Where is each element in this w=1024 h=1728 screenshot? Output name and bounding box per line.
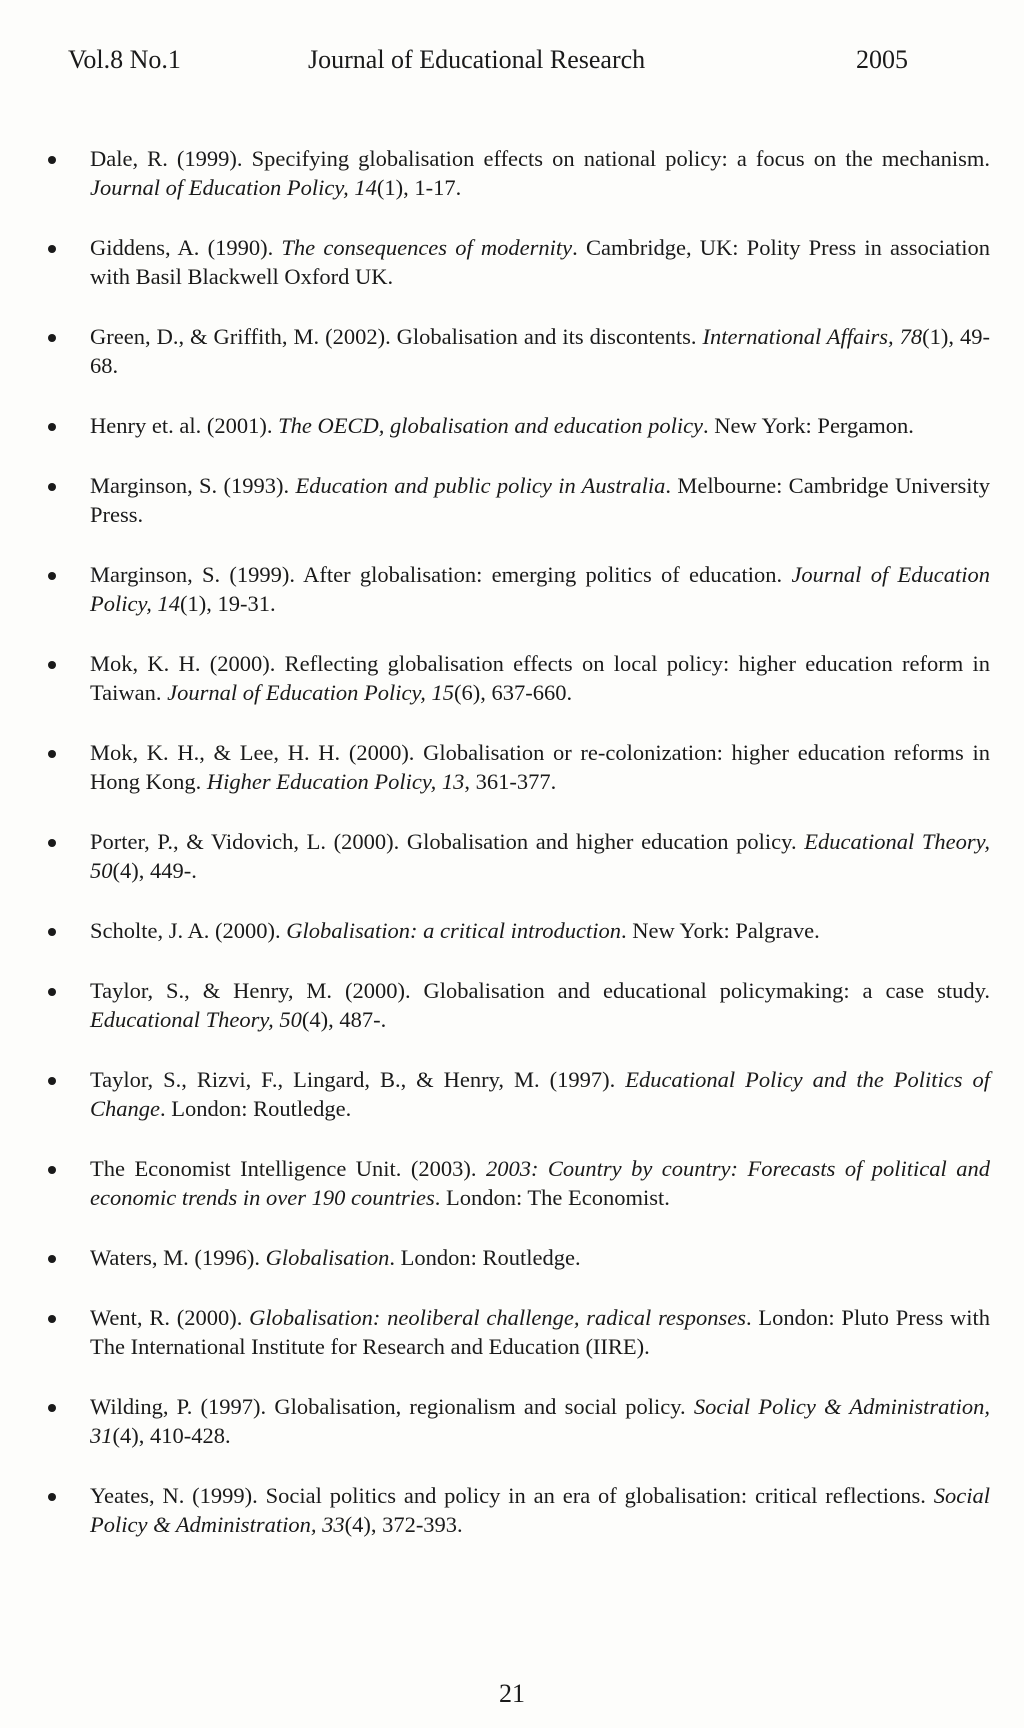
page-number: 21 — [499, 1679, 525, 1708]
bullet-icon — [48, 334, 56, 342]
reference-item: Henry et. al. (2001). The OECD, globalisation and education policy. New York: Pergamon. — [40, 411, 990, 440]
reference-item: Giddens, A. (1990). The consequences of modernity. Cambridge, UK: Polity Press in association with Basil Blackwell Oxford UK. — [40, 233, 990, 291]
reference-item: The Economist Intelligence Unit. (2003). 2003: Country by country: Forecasts of political and economic trends in over 190 countries. London: The Economist. — [40, 1154, 990, 1212]
bullet-icon — [48, 156, 56, 164]
bullet-icon — [48, 1166, 56, 1174]
bullet-icon — [48, 928, 56, 936]
bullet-icon — [48, 839, 56, 847]
bullet-icon — [48, 1493, 56, 1501]
reference-item: Went, R. (2000). Globalisation: neoliberal challenge, radical responses. London: Pluto Press with The International Institute for Research and Education (IIRE). — [40, 1303, 990, 1361]
bullet-icon — [48, 1255, 56, 1263]
bullet-icon — [48, 483, 56, 491]
bullet-icon — [48, 661, 56, 669]
bullet-icon — [48, 423, 56, 431]
bullet-icon — [48, 1077, 56, 1085]
reference-item: Yeates, N. (1999). Social politics and policy in an era of globalisation: critical reflections. Social Policy & Administration, 33(4), 372-393. — [40, 1481, 990, 1539]
year-label: 2005 — [856, 45, 908, 74]
bullet-icon — [48, 245, 56, 253]
reference-item: Taylor, S., & Henry, M. (2000). Globalisation and educational policymaking: a case study. Educational Theory, 50(4), 487-. — [40, 976, 990, 1034]
reference-item: Dale, R. (1999). Specifying globalisation effects on national policy: a focus on the mechanism. Journal of Education Policy, 14(1), 1-17. — [40, 144, 990, 202]
journal-title: Journal of Educational Research — [308, 45, 646, 74]
reference-item: Waters, M. (1996). Globalisation. London: Routledge. — [40, 1243, 990, 1272]
reference-item: Marginson, S. (1993). Education and public policy in Australia. Melbourne: Cambridge University Press. — [40, 471, 990, 529]
reference-item: Green, D., & Griffith, M. (2002). Globalisation and its discontents. International Affairs, 78(1), 49-68. — [40, 322, 990, 380]
bullet-icon — [48, 572, 56, 580]
bullet-icon — [48, 1404, 56, 1412]
bullet-icon — [48, 1315, 56, 1323]
reference-item: Wilding, P. (1997). Globalisation, regionalism and social policy. Social Policy & Administration, 31(4), 410-428. — [40, 1392, 990, 1450]
volume-label: Vol.8 No.1 — [68, 45, 181, 74]
reference-item: Marginson, S. (1999). After globalisation: emerging politics of education. Journal of Education Policy, 14(1), 19-31. — [40, 560, 990, 618]
reference-item: Porter, P., & Vidovich, L. (2000). Globalisation and higher education policy. Educational Theory, 50(4), 449-. — [40, 827, 990, 885]
reference-item: Taylor, S., Rizvi, F., Lingard, B., & Henry, M. (1997). Educational Policy and the Politics of Change. London: Routledge. — [40, 1065, 990, 1123]
reference-item: Scholte, J. A. (2000). Globalisation: a critical introduction. New York: Palgrave. — [40, 916, 990, 945]
reference-list — [40, 144, 990, 1570]
bullet-icon — [48, 750, 56, 758]
bullet-icon — [48, 988, 56, 996]
reference-item: Mok, K. H., & Lee, H. H. (2000). Globalisation or re-colonization: higher education reforms in Hong Kong. Higher Education Policy, 13, 361-377. — [40, 738, 990, 796]
running-header — [68, 40, 908, 80]
reference-item: Mok, K. H. (2000). Reflecting globalisation effects on local policy: higher education reform in Taiwan. Journal of Education Policy, 15(6), 637-660. — [40, 649, 990, 707]
